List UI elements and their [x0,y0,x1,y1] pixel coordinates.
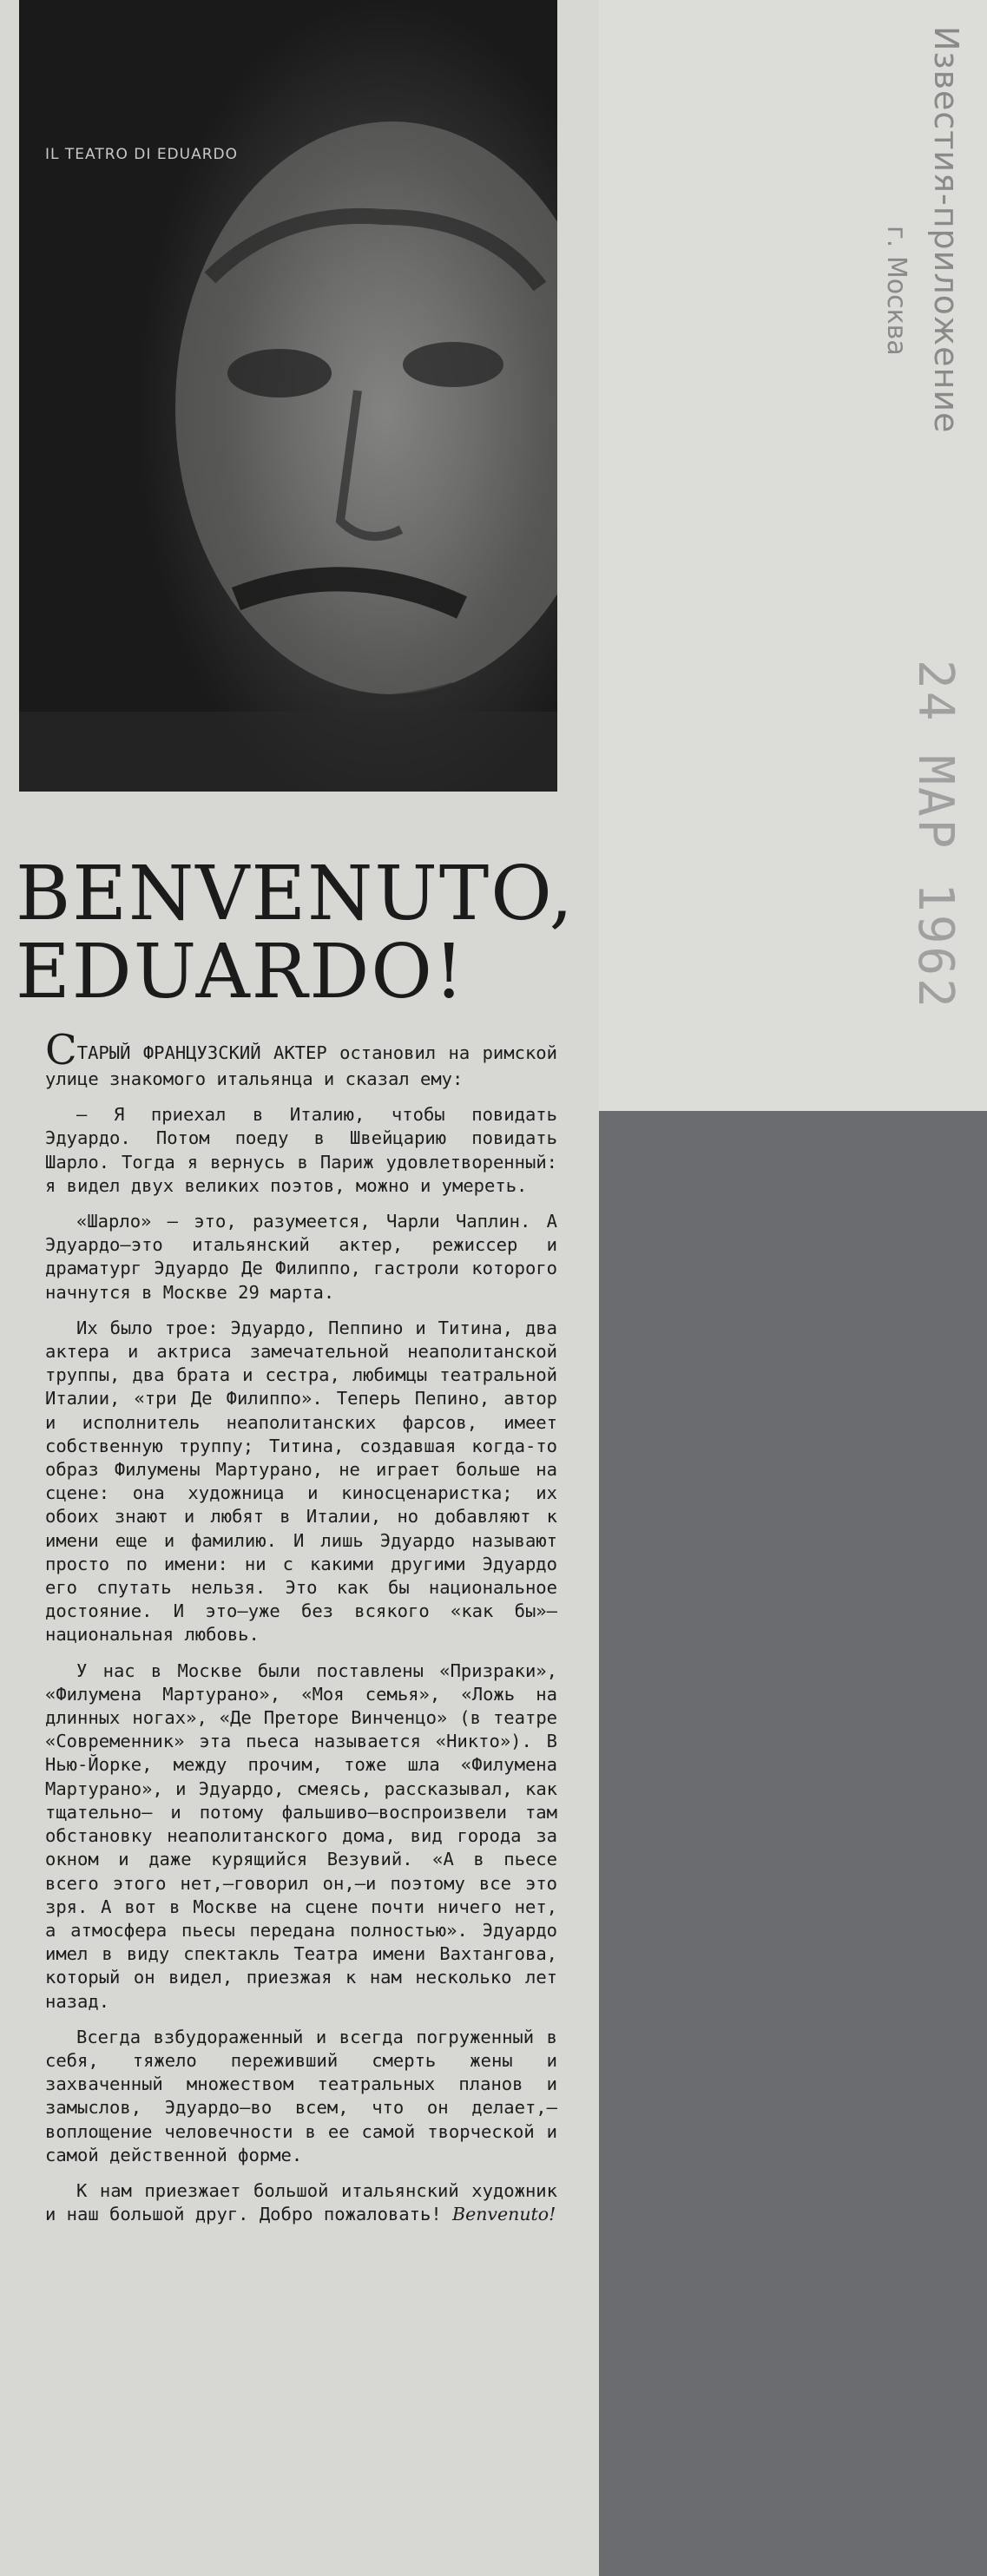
portrait-photo [19,0,557,792]
paragraph-4: Их было трое: Эдуардо, Пеппино и Титина, два актера и актриса замечательной неаполитанской труппы, два брата и сестра, любимцы театральной Италии, «три Де Филиппо». Теперь Пепино, автор и исполнитель неаполитанских фарсов, имеет собственную труппу; Титина, создавшая когда-то образ Филумены Мартурано, не играет больше на сцене: она художница и киносценаристка; их обоих знают и любят в Италии, но добавляют к имени еще и фамилию. И лишь Эдуардо называют просто по имени: ни с какими другими Эдуардо его спутать нельзя. Это как бы национальное достояние. И это—уже без всякого «как бы»—национальная любовь. [45,1317,557,1646]
photo-caption: IL TEATRO DI EDUARDO [45,146,238,163]
headline-line-2: EDUARDO! [16,929,466,1015]
paragraph-1: СТАРЫЙ ФРАНЦУЗСКИЙ АКТЕР остановил на римской улице знакомого итальянца и сказал ему: [45,1026,557,1089]
headline-line-1: BENVENUTO, [16,851,576,937]
paragraph-5: У нас в Москве были поставлены «Призраки», «Филумена Мартурано», «Моя семья», «Ложь на длинных ногах», «Де Преторе Винченцо» (в театре «Современник» эта пьеса называется «Никто»). В Нью-Йорке, между прочим, тоже шла «Филумена Мартурано», и Эдуардо, смеясь, рассказывал, как тщательно— и потому фальшиво—воспроизвели там обстановку неаполитанского дома, вид города за окном и даже курящийся Везувий. «А в пьесе всего этого нет,—говорил он,—и поэтому все это зря. А вот в Москве на сцене почти ничего нет, а атмосфера пьесы передана полностью». Эдуардо имел в виду спектакль Театра имени Вахтангова, который он видел, приезжая к нам несколько лет назад. [45,1659,557,2012]
newspaper-name: Известия-приложение [927,26,965,434]
paragraph-7: К нам приезжает большой итальянский художник и наш большой друг. Добро пожаловать! Benvenuto! [45,2179,557,2225]
article-body [45,1026,557,2238]
paragraph-2: — Я приехал в Италию, чтобы повидать Эдуардо. Потом поеду в Швейцарию повидать Шарло. Тогда я вернусь в Париж удовлетворенный: я видел двух великих поэтов, можно и умереть. [45,1104,557,1196]
date-stamp: 24 МАР 1962 [907,660,964,1010]
newspaper-city: г. Москва [881,226,911,356]
paragraph-3: «Шарло» — это, разумеется, Чарли Чаплин. А Эдуардо—это итальянский актер, режиссер и драматург Эдуардо Де Филиппо, гастроли которого начнутся в Москве 29 марта. [45,1211,557,1303]
drop-cap: С [45,1026,77,1074]
paragraph-6: Всегда взбудораженный и всегда погруженный в себя, тяжело переживший смерть жены и захваченный множеством театральных планов и замыслов, Эдуардо—во всем, что он делает,—воплощение человечности в ее самой творческой и самой действенной форме. [45,2026,557,2165]
closing-benvenuto: Benvenuto! [452,2204,556,2225]
portrait-image [19,0,557,792]
